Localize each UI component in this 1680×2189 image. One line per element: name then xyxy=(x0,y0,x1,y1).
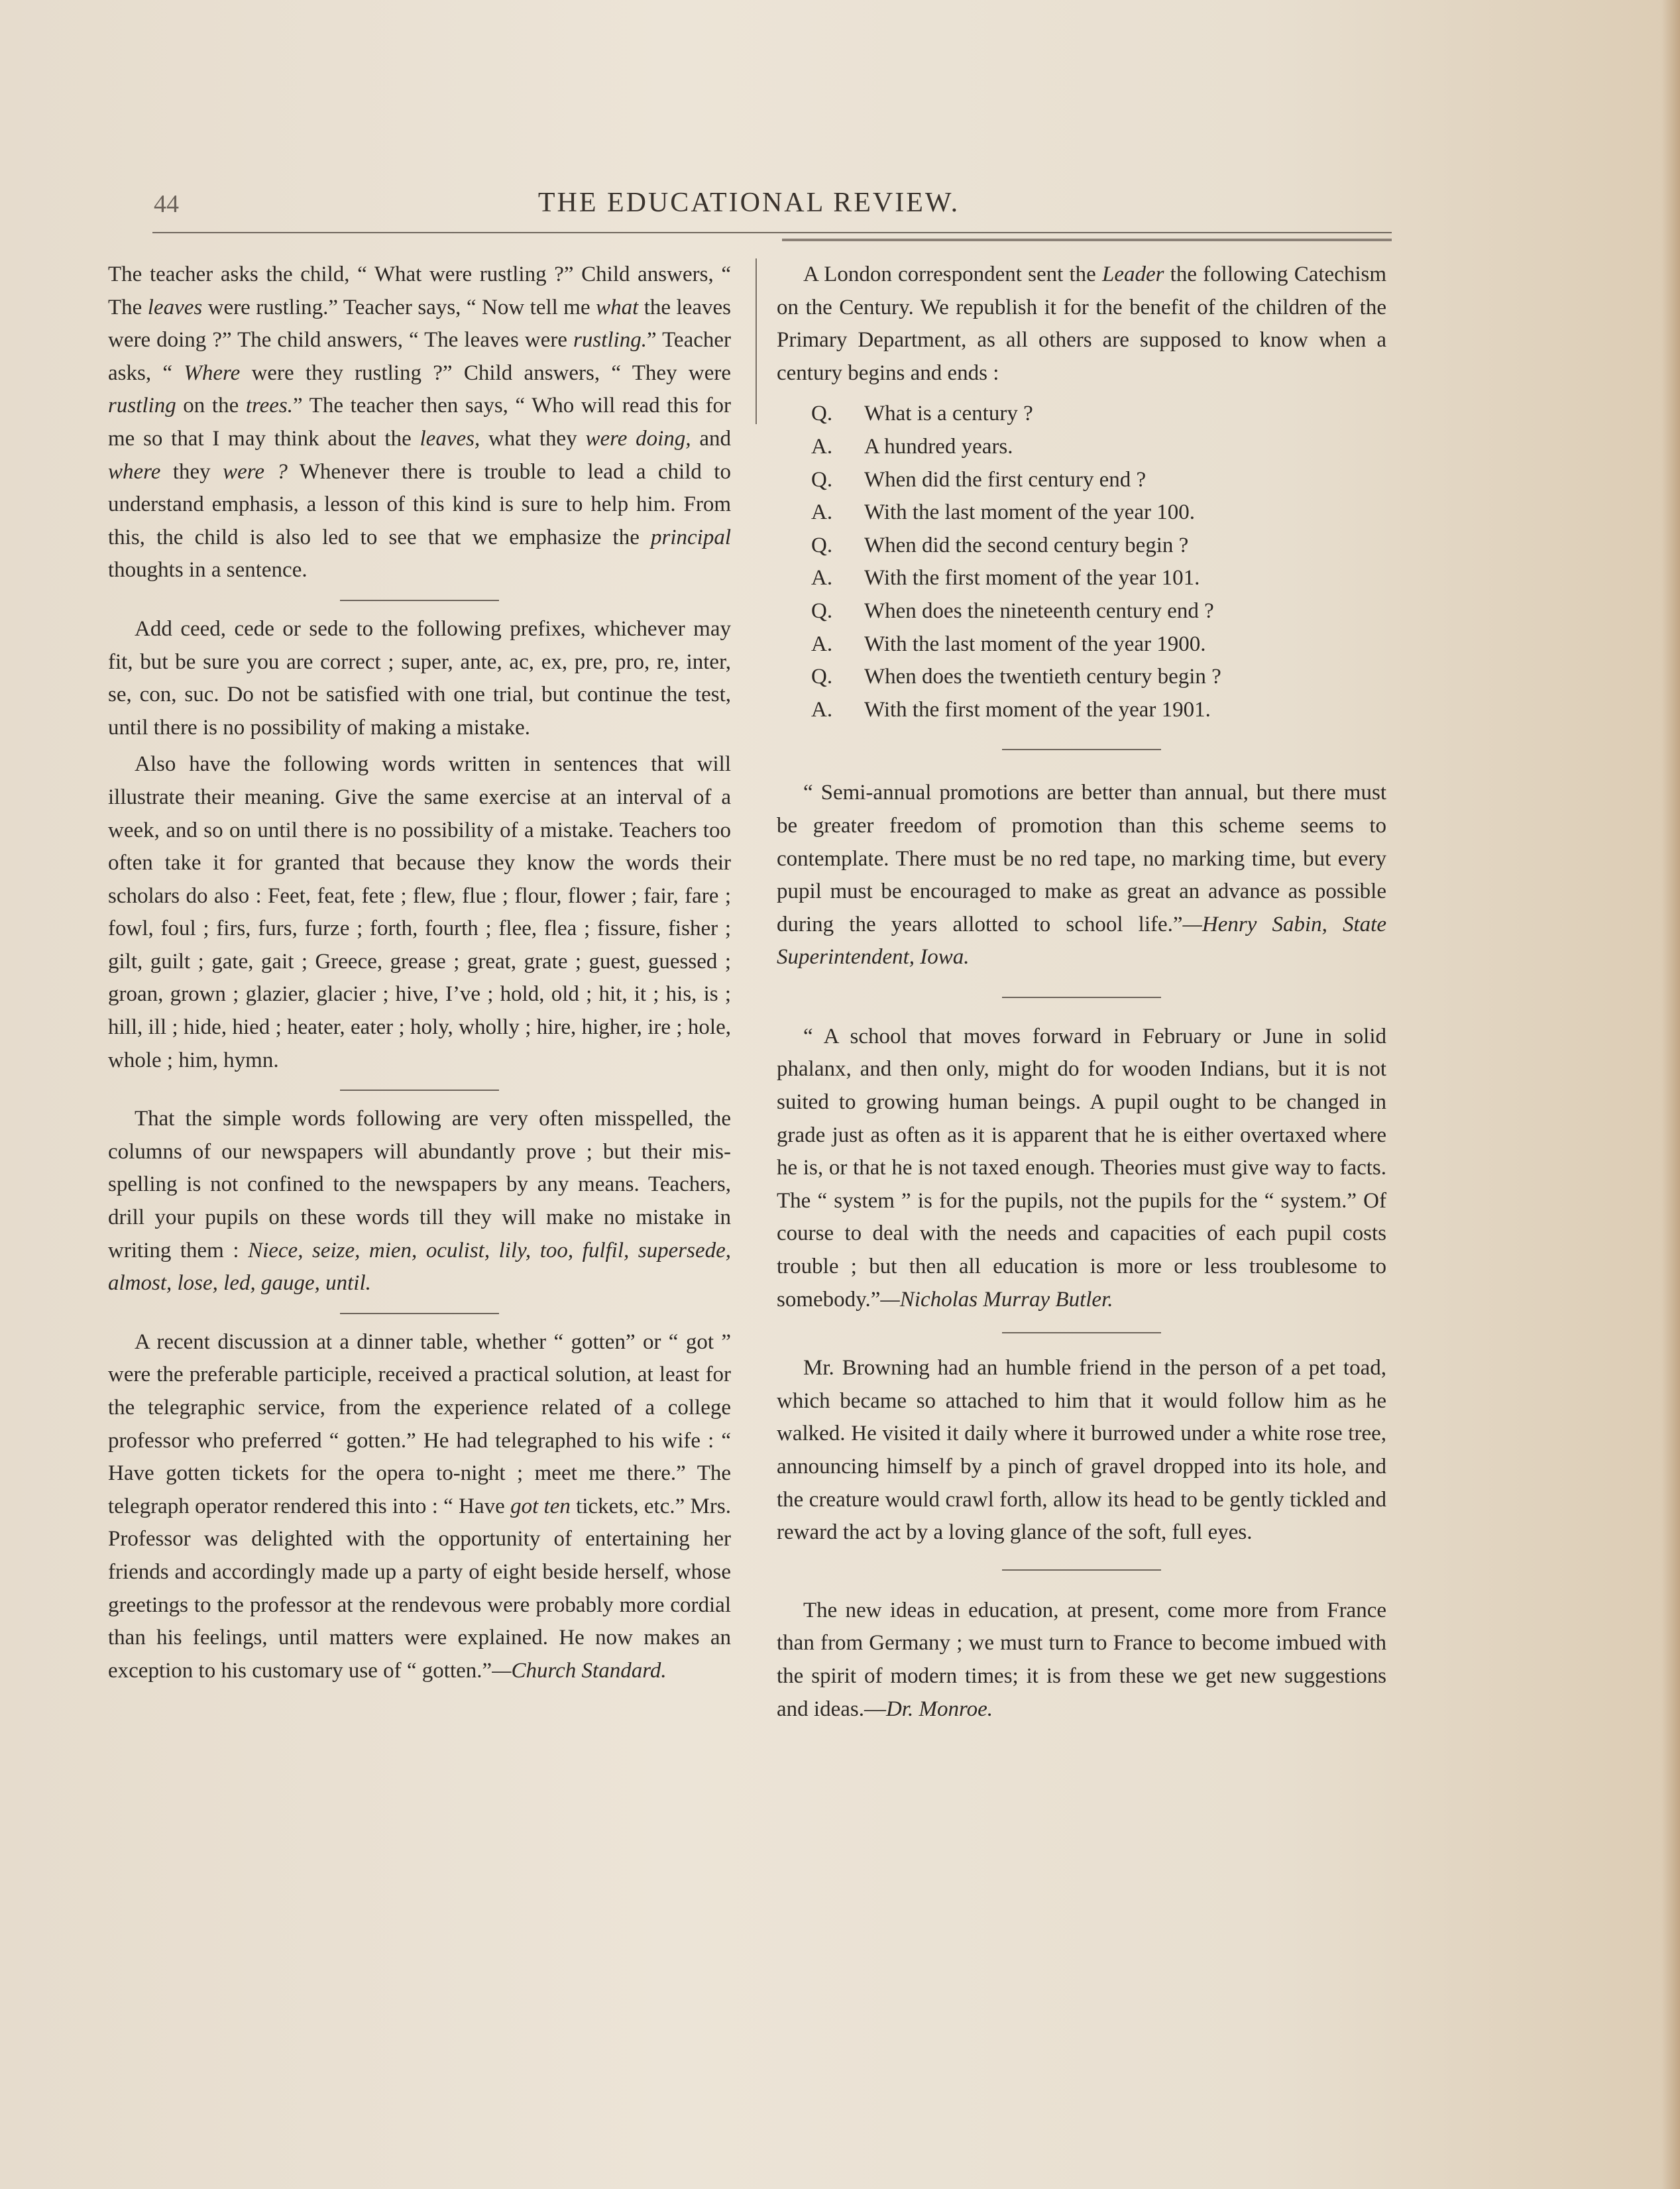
text-run: were ? xyxy=(223,459,288,484)
catechism-text: What is a century ? xyxy=(864,402,1033,426)
text-run: Leader xyxy=(1102,262,1164,286)
catechism-row xyxy=(811,595,1386,628)
text-run: the leaves were doing ?” The child answers, “ The leaves were xyxy=(108,295,731,353)
catechism-row xyxy=(811,694,1386,727)
catechism-row xyxy=(811,530,1386,563)
text-run: what xyxy=(596,295,639,319)
text-run: got ten xyxy=(510,1494,571,1518)
text-run: principal xyxy=(651,525,731,549)
section-separator xyxy=(340,600,499,601)
article-new-ideas xyxy=(777,1595,1386,1726)
catechism-row xyxy=(811,398,1386,431)
catechism-key: Q. xyxy=(811,402,833,426)
section-separator xyxy=(1002,1332,1161,1333)
article-semi-annual-promotions xyxy=(777,777,1386,974)
catechism-key: A. xyxy=(811,566,833,590)
section-separator xyxy=(1002,1569,1161,1571)
article-gotten xyxy=(108,1326,731,1688)
text-run: were rustling.” Teacher says, “ Now tell me xyxy=(202,295,596,319)
catechism-text: A hundred years. xyxy=(864,434,1013,459)
catechism-key: A. xyxy=(811,697,833,722)
catechism-text: With the first moment of the year 1901. xyxy=(864,697,1211,722)
text-run: That the simple words following are very often misspelled, the columns of our newspapers will abundantly prove ; but their mis-spelling is not confined to the newspapers by any means. Teachers, drill your pupils on these words till they will make no mistake in writing them : xyxy=(108,1107,731,1263)
text-run: leaves xyxy=(147,295,203,319)
text-run: ” Teacher asks, “ xyxy=(108,328,731,385)
catechism-text: When does the nineteenth century end ? xyxy=(864,598,1214,623)
catechism-text: When did the first century end ? xyxy=(864,467,1147,492)
section-separator xyxy=(340,1090,499,1091)
text-run: Niece, seize, mien, oculist, lily, too, fulfil, supersede, almost, lose, led, gauge, until. xyxy=(108,1238,732,1296)
text-run: where xyxy=(108,459,161,484)
text-run: the following Catechism on the Century. We republish it for the benefit of the children of the Primary Department, as all others are supposed to know when a century begins and ends : xyxy=(777,262,1386,385)
text-run: ” The teacher then says, “ Who will read this for me so that I may think about the xyxy=(108,394,731,451)
century-catechism xyxy=(811,398,1386,726)
article-homophones: Also have the following words written in sentences that will illustrate their meaning. Give the same exercise at an interval of a week, and so on until there is no possibility of a mistake. Teachers too often take it for granted that because they know the words their scholars do also : Feet, feat, fete ; flew, flue ; flour, flower ; fair, fare ; fowl, foul ; firs, furs, furze ; forth, fourth ; flee, flea ; fissure, fisher ; gilt, guilt ; gate, gait ; Greece, grease ; great, grate ; guest, guessed ; groan, grown ; glazier, glacier ; hive, I’ve ; hold, old ; hit, it ; his, is ; hill, ill ; hide, hied ; heater, eater ; holy, wholly ; hire, higher, ire ; hole, whole ; him, hymn. xyxy=(108,752,731,1072)
catechism-row xyxy=(811,661,1386,694)
article-misspelled-words xyxy=(108,1103,731,1300)
text-run: rustling. xyxy=(573,328,647,353)
text-run: Where xyxy=(184,361,241,385)
text-run: they xyxy=(160,459,223,484)
catechism-key: Q. xyxy=(811,533,833,557)
right-column xyxy=(756,258,1386,1726)
catechism-text: With the last moment of the year 1900. xyxy=(864,632,1206,656)
section-separator xyxy=(1002,749,1161,750)
text-run: thoughts in a sentence. xyxy=(108,558,308,583)
article-emphasis-lesson xyxy=(108,258,731,587)
text-run: A recent discussion at a dinner table, whether “ gotten” or “ got ” were the preferable participle, received a practical solution, at least for the telegraphic service, from the experience related of a college professor who preferred “ gotten.” He had telegraphed to his wife : “ Have gotten tickets for the opera to-night ; meet me there.” The telegraph operator rendered this into : “ Have xyxy=(108,1329,731,1518)
catechism-key: A. xyxy=(811,434,833,459)
left-column xyxy=(108,258,731,1687)
text-run: leaves, xyxy=(420,426,480,451)
article-school-phalanx xyxy=(777,1021,1386,1316)
text-run: Whenever there is trouble to lead a child to understand emphasis, a lesson of this kind is sure to help him. From this, the child is also led to see that we emphasize the xyxy=(108,459,731,549)
text-run: “ Semi-annual promotions are better than annual, but there must be greater freedom of promotion than this scheme seems to contemplate. There must be no red tape, no marking time, but every pupil must be encouraged to make as great an advance as possible during the years allotted to school life.” xyxy=(777,781,1386,936)
catechism-text: When does the twentieth century begin ? xyxy=(864,665,1221,689)
article-century-intro xyxy=(777,258,1386,390)
running-title: THE EDUCATIONAL REVIEW. xyxy=(537,188,960,218)
catechism-row xyxy=(811,431,1386,464)
catechism-key: A. xyxy=(811,500,833,525)
section-separator xyxy=(340,1313,499,1314)
text-run: The new ideas in education, at present, come more from France than from Germany ; we must turn to France to become imbued with the spirit of modern times; it is from these we get new suggestions and ideas.— xyxy=(777,1598,1386,1721)
attribution-dr-monroe: Dr. Monroe. xyxy=(885,1697,993,1721)
catechism-row xyxy=(811,464,1386,497)
page-edge-shadow xyxy=(1661,0,1680,2189)
text-run: trees. xyxy=(245,394,294,418)
catechism-text: With the first moment of the year 101. xyxy=(864,566,1200,590)
section-separator xyxy=(1002,997,1161,998)
catechism-key: A. xyxy=(811,632,833,656)
text-run: A London correspondent sent the xyxy=(803,262,1102,286)
article-browning-toad: Mr. Browning had an humble friend in the person of a pet toad, which became so attached to him that it would follow him as he walked. He visited it daily where it burrowed under a white rose tree, announcing himself by a pinch of gravel dropped into its hole, and the creature would crawl forth, allow its head to be gently tickled and reward the act by a loving glance of the soft, full eyes. xyxy=(777,1356,1386,1545)
text-run: and xyxy=(691,426,731,451)
text-run: The teacher asks the child, “ What were rustling ?” Child answers, “ The xyxy=(108,262,731,319)
attribution-nicholas-murray-butler: —Nicholas Murray Butler. xyxy=(880,1287,1113,1312)
catechism-row xyxy=(811,496,1386,530)
catechism-key: Q. xyxy=(811,598,833,623)
page-header xyxy=(106,187,1392,227)
catechism-key: Q. xyxy=(811,665,833,689)
text-run: were they rustling ?” Child answers, “ They were xyxy=(240,361,731,385)
catechism-row xyxy=(811,562,1386,595)
text-run: what they xyxy=(480,426,586,451)
attribution-henry-sabin: —Henry Sabin, State Superintendent, Iowa. xyxy=(777,912,1386,970)
article-prefixes: Add ceed, cede or sede to the following prefixes, whichever may fit, but be sure you are correct ; super, ante, ac, ex, pre, pro, re, inter, se, con, suc. Do not be satisfied with one trial, but continue the test, until there is no possibility of making a mistake. xyxy=(108,616,731,740)
text-run: rustling xyxy=(108,394,176,418)
page-number: 44 xyxy=(154,190,179,218)
catechism-key: Q. xyxy=(811,467,833,492)
text-run: were doing, xyxy=(585,426,691,451)
catechism-text: When did the second century begin ? xyxy=(864,533,1189,557)
right-column-inner xyxy=(756,258,1386,1726)
header-rule-thick xyxy=(782,239,1392,241)
text-run: “ A school that moves forward in February or June in solid phalanx, and then only, might do for wooden Indians, but it is not suited to growing human beings. A pupil ought to be changed in grade just as often as it is apparent that he is either overtaxed where he is, or that he is not taxed enough. Theories must give way to facts. The “ system ” is for the pupils, not the pupils for the “ system.” Of course to deal with the needs and capacities of each pupil costs trouble ; but then all education is more or less troublesome to somebody.” xyxy=(777,1024,1386,1312)
catechism-row xyxy=(811,628,1386,661)
text-run: tickets, etc.” Mrs. Professor was delighted with the opportunity of entertaining her friends and accordingly made up a party of eight beside herself, whose greetings to the professor at the rendevous were probably more cordial than his feelings, until matters were explained. He now makes an exception to his customary use of “ gotten.” xyxy=(108,1494,731,1683)
text-run: on the xyxy=(176,394,246,418)
header-rule xyxy=(152,232,1392,233)
attribution-church-standard: —Church Standard. xyxy=(492,1658,667,1683)
catechism-text: With the last moment of the year 100. xyxy=(864,500,1196,525)
